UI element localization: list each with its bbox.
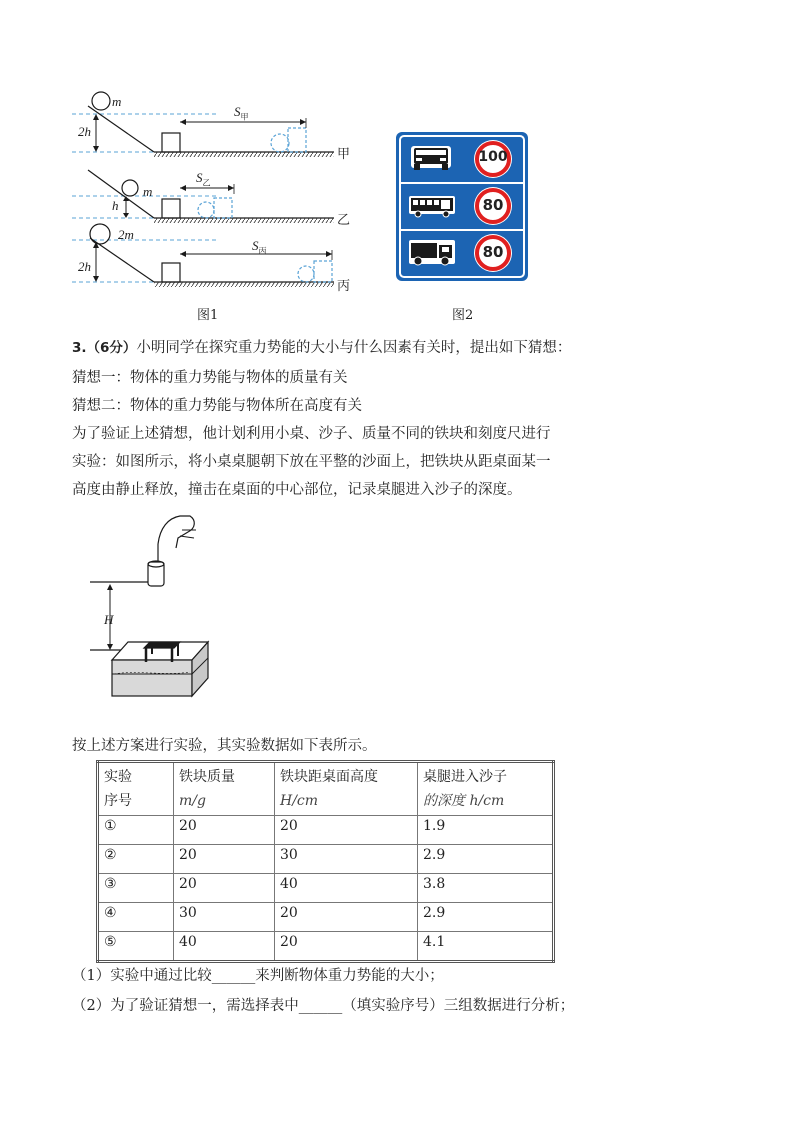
panel-yi-distance-label: $S_乙$ <box>196 170 211 188</box>
panel-bing-distance-label: $S_丙$ <box>252 238 267 256</box>
speed-80-value: 80 <box>482 196 504 214</box>
figure-1-panel-bing <box>72 224 334 287</box>
panel-yi-mass-label: m <box>143 184 153 199</box>
table-cell: ① <box>98 816 174 845</box>
panel-jia-label: 甲 <box>337 147 351 162</box>
table-row <box>98 816 554 845</box>
data-table <box>96 760 555 963</box>
guess-1: 猜想一：物体的重力势能与物体的质量有关 <box>72 370 348 386</box>
table-row <box>98 845 554 874</box>
table-cell: 40 <box>275 874 418 903</box>
experiment-diagram <box>86 508 216 704</box>
table-cell: 20 <box>275 932 418 962</box>
table-cell: 30 <box>174 903 275 932</box>
header-cell: 实验 序号 <box>98 762 174 816</box>
figure-2-caption: 图2 <box>452 308 474 323</box>
car-icon <box>411 146 451 170</box>
table-cell: 1.9 <box>418 816 554 845</box>
table-cell: 2.9 <box>418 903 554 932</box>
panel-jia-distance-label: $S_甲$ <box>234 104 249 122</box>
table-cell: 20 <box>174 845 275 874</box>
question-number: 3.（6分） <box>72 340 137 356</box>
question-heading <box>72 338 571 358</box>
table-cell: 2.9 <box>418 845 554 874</box>
method-paragraph: 为了验证上述猜想，他计划利用小桌、沙子、质量不同的铁块和刻度尺进行实验：如图所示，将小桌桌腿朝下放在平整的沙面上，把铁块从距桌面某一高度由静止释放，撞击在桌面的中心部位，记录桌腿进入沙子的深度。 <box>72 426 551 498</box>
table-cell: 20 <box>275 903 418 932</box>
table-cell: 40 <box>174 932 275 962</box>
table-cell: 20 <box>174 816 275 845</box>
header-cell: 铁块距桌面高度 H/cm <box>275 762 418 816</box>
table-intro: 按上述方案进行实验，其实验数据如下表所示。 <box>72 738 377 754</box>
table-cell: 20 <box>275 816 418 845</box>
table-header-row <box>98 762 554 816</box>
panel-yi-label: 乙 <box>337 213 351 228</box>
sub-question-2: （2）为了验证猜想一，需选择表中______（填实验序号）三组数据进行分析； <box>72 998 575 1014</box>
sub-question-1: （1）实验中通过比较______来判断物体重力势能的大小； <box>72 968 444 984</box>
figure-1-caption: 图1 <box>197 308 219 323</box>
guess-2: 猜想二：物体的重力势能与物体所在高度有关 <box>72 398 362 414</box>
table-cell: ③ <box>98 874 174 903</box>
table-cell: ④ <box>98 903 174 932</box>
question-intro: 小明同学在探究重力势能的大小与什么因素有关时，提出如下猜想： <box>136 340 572 356</box>
table-row <box>98 874 554 903</box>
panel-jia-height-label: 2h <box>78 124 91 139</box>
height-H-label: H <box>104 612 114 627</box>
table-cell: 20 <box>174 874 275 903</box>
panel-yi-height-label: h <box>112 198 119 213</box>
panel-bing-height-label: 2h <box>78 259 91 274</box>
panel-bing-label: 丙 <box>337 279 351 294</box>
table-cell: ⑤ <box>98 932 174 962</box>
header-cell: 铁块质量 m/g <box>174 762 275 816</box>
speed-80-value: 80 <box>482 243 504 261</box>
header-cell: 桌腿进入沙子 的深度 h/cm <box>418 762 554 816</box>
panel-jia-mass-label: m <box>112 94 122 109</box>
bus-icon <box>409 196 455 217</box>
table-cell: 4.1 <box>418 932 554 962</box>
table-cell: 30 <box>275 845 418 874</box>
figure-1-diagram <box>68 88 368 298</box>
panel-bing-mass-label: 2m <box>118 227 134 242</box>
speed-100-value: 100 <box>478 149 508 165</box>
table-cell: 3.8 <box>418 874 554 903</box>
truck-icon <box>409 240 455 265</box>
table-row <box>98 932 554 962</box>
table-cell: ② <box>98 845 174 874</box>
table-row <box>98 903 554 932</box>
